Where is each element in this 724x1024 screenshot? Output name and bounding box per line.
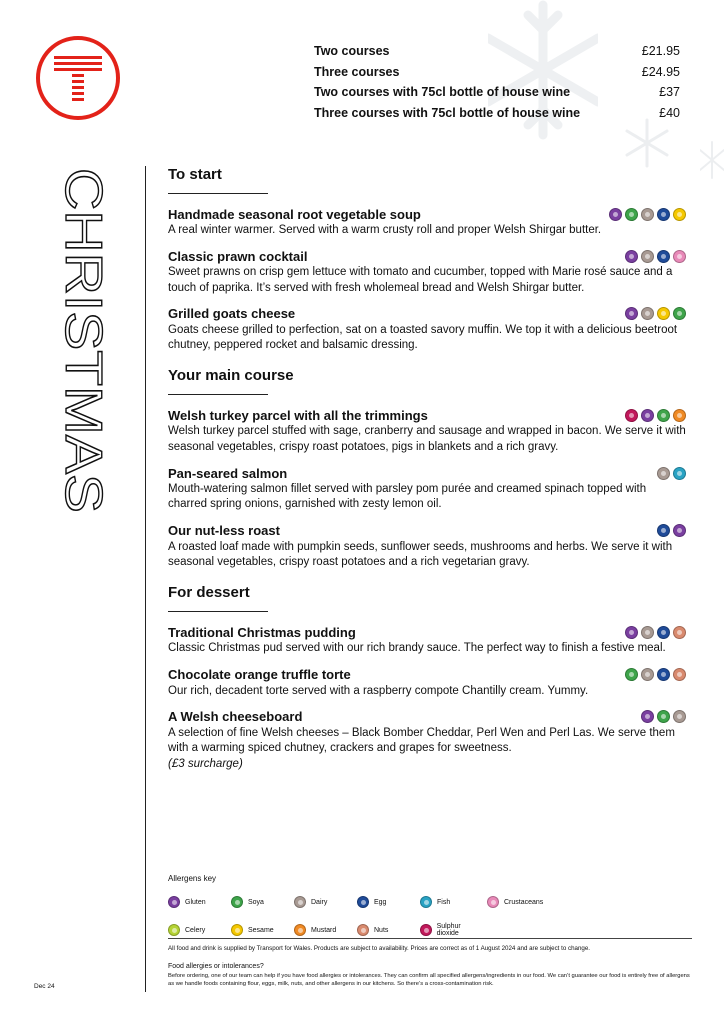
soya-icon bbox=[625, 668, 638, 681]
mustard-icon bbox=[294, 924, 306, 936]
footer-divider bbox=[168, 938, 692, 939]
allergen-key-item bbox=[168, 896, 231, 908]
menu-section bbox=[168, 582, 686, 773]
price-row bbox=[314, 65, 680, 86]
dish-description: Goats cheese grilled to perfection, sat on a toasted savory muffin. We top it with a delicious beetroot chutney, peppered rocket and balsamic dressing. bbox=[168, 323, 678, 352]
sulphur-icon bbox=[625, 409, 638, 422]
price-label: Three courses bbox=[314, 64, 400, 79]
allergen-icons bbox=[625, 626, 686, 639]
menu-item bbox=[168, 247, 686, 296]
menu-item bbox=[168, 623, 686, 656]
sesame-icon bbox=[231, 924, 243, 936]
menu-section bbox=[168, 365, 686, 570]
gluten-icon bbox=[673, 524, 686, 537]
menu-item-header bbox=[168, 522, 686, 540]
egg-icon bbox=[357, 896, 369, 908]
soya-icon bbox=[625, 208, 638, 221]
allergen-icons bbox=[625, 409, 686, 422]
allergy-text: Before ordering, one of our team can help if you have food allergies or intolerances. They can confirm all specified allergens/ingredients in our food. We can’t guarantee our food is entirely free of allergens as we handle foods containing flour, eggs, milk, nuts, and other allergens in our kitchens. So there’s a cross-contamination risk. bbox=[168, 973, 690, 987]
allergen-key-label: Egg bbox=[374, 898, 387, 906]
dish-name: Traditional Christmas pudding bbox=[168, 624, 356, 640]
egg-icon bbox=[657, 668, 670, 681]
soya-icon bbox=[673, 307, 686, 320]
dish-description: Classic Christmas pud served with our rich brandy sauce. The perfect way to finish a festive meal. bbox=[168, 642, 666, 655]
allergen-key-item bbox=[231, 924, 294, 936]
gluten-icon bbox=[625, 250, 638, 263]
gluten-icon bbox=[625, 626, 638, 639]
price-label: Two courses with 75cl bottle of house wine bbox=[314, 85, 571, 99]
sulphur-icon bbox=[420, 924, 432, 936]
allergen-key-item bbox=[294, 924, 357, 936]
menu bbox=[168, 164, 686, 782]
allergen-key-item bbox=[420, 896, 487, 908]
celery-icon bbox=[168, 924, 180, 936]
dish-name: Grilled goats cheese bbox=[168, 306, 296, 322]
menu-item-header bbox=[168, 623, 686, 641]
dairy-icon bbox=[294, 896, 306, 908]
dairy-icon bbox=[641, 626, 654, 639]
dish-name: Pan-seared salmon bbox=[168, 465, 288, 481]
price-row bbox=[314, 85, 680, 106]
menu-item-header bbox=[168, 666, 686, 684]
nuts-icon bbox=[357, 924, 369, 936]
menu-item-header bbox=[168, 708, 686, 726]
allergen-key-item bbox=[294, 896, 357, 908]
supply-note: All food and drink is supplied by Transport for Wales. Products are subject to availability. Prices are correct as of 1 August 2024 and are subject to change. bbox=[168, 945, 591, 952]
dish-name: Chocolate orange truffle torte bbox=[168, 667, 351, 683]
allergen-key-label: Sulphur dioxide bbox=[436, 923, 461, 937]
egg-icon bbox=[657, 250, 670, 263]
egg-icon bbox=[657, 524, 670, 537]
allergen-icons bbox=[625, 307, 686, 320]
section-title: Your main course bbox=[168, 367, 294, 385]
price-value: £21.95 bbox=[641, 44, 680, 58]
allergen-key-label: Sesame bbox=[248, 926, 274, 934]
dish-name: Handmade seasonal root vegetable soup bbox=[168, 206, 421, 222]
menu-item bbox=[168, 522, 686, 571]
allergen-icons bbox=[657, 467, 686, 480]
dish-description: Welsh turkey parcel stuffed with sage, cranberry and sausage and wrapped in bacon. We serve it with seasonal vegetables, crispy roast potatoes, pigs in blankets and a rich gravy. bbox=[168, 425, 686, 453]
allergen-key-label: Celery bbox=[185, 926, 206, 934]
allergen-key-label: Dairy bbox=[311, 898, 328, 906]
date-code: Dec 24 bbox=[34, 983, 55, 990]
dish-description: Mouth-watering salmon fillet served with parsley pom purée and creamed spinach topped with charred spring onions, garnished with zesty lemon oil. bbox=[168, 483, 647, 511]
dish-description: Our rich, decadent torte served with a raspberry compote Chantilly cream. Yummy. bbox=[168, 684, 589, 697]
menu-item bbox=[168, 464, 686, 513]
soya-icon bbox=[657, 409, 670, 422]
allergen-icons bbox=[625, 668, 686, 681]
allergen-key-item bbox=[231, 896, 294, 908]
allergens-key bbox=[168, 874, 688, 947]
allergen-key-label: Fish bbox=[437, 898, 451, 906]
allergen-key-item bbox=[420, 923, 483, 937]
section-underline bbox=[168, 394, 268, 395]
menu-item-header bbox=[168, 205, 686, 223]
egg-icon bbox=[657, 626, 670, 639]
price-value: £24.95 bbox=[641, 64, 680, 79]
gluten-icon bbox=[168, 896, 180, 908]
dairy-icon bbox=[641, 307, 654, 320]
allergen-key-label: Mustard bbox=[311, 926, 337, 934]
soya-icon bbox=[231, 896, 243, 908]
price-row bbox=[314, 106, 680, 127]
crustaceans-icon bbox=[487, 896, 499, 908]
allergen-key-label: Nuts bbox=[374, 926, 389, 934]
section-underline bbox=[168, 611, 268, 612]
sesame-icon bbox=[657, 307, 670, 320]
allergen-key-label: Crustaceans bbox=[504, 898, 544, 906]
surcharge-note: (£3 surcharge) bbox=[168, 758, 243, 771]
dish-name: A Welsh cheeseboard bbox=[168, 709, 303, 725]
vertical-title bbox=[52, 166, 112, 526]
dish-name: Our nut-less roast bbox=[168, 523, 280, 539]
fish-icon bbox=[673, 467, 686, 480]
gluten-icon bbox=[625, 307, 638, 320]
dairy-icon bbox=[657, 467, 670, 480]
egg-icon bbox=[657, 208, 670, 221]
soya-icon bbox=[657, 710, 670, 723]
fish-icon bbox=[420, 896, 432, 908]
gluten-icon bbox=[609, 208, 622, 221]
menu-item bbox=[168, 205, 686, 238]
price-value: £37 bbox=[659, 85, 680, 99]
menu-item bbox=[168, 708, 686, 774]
dish-name: Welsh turkey parcel with all the trimmings bbox=[168, 407, 428, 423]
menu-item-header bbox=[168, 406, 686, 424]
gluten-icon bbox=[641, 710, 654, 723]
dish-description: A roasted loaf made with pumpkin seeds, sunflower seeds, mushrooms and herbs. We serve it with seasonal vegetables, crispy roast potatoes and a rich vegetarian gravy. bbox=[168, 540, 673, 568]
gluten-icon bbox=[641, 409, 654, 422]
allergen-icons bbox=[609, 208, 686, 221]
vertical-divider bbox=[145, 166, 146, 992]
menu-item-header bbox=[168, 464, 686, 482]
dish-name: Classic prawn cocktail bbox=[168, 248, 308, 264]
price-label: Two courses bbox=[314, 44, 390, 58]
price-value: £40 bbox=[659, 105, 680, 120]
allergen-key-item bbox=[357, 896, 420, 908]
dish-description: A real winter warmer. Served with a warm crusty roll and proper Welsh Shirgar butter. bbox=[168, 224, 602, 236]
menu-item bbox=[168, 305, 686, 354]
dairy-icon bbox=[641, 208, 654, 221]
price-list bbox=[314, 44, 680, 126]
menu-item bbox=[168, 666, 686, 699]
dish-description: A selection of fine Welsh cheeses – Black Bomber Cheddar, Perl Wen and Perl Las. We serve them with a warming spiced chutney, crackers and grapes for sweetness. bbox=[168, 726, 675, 755]
sesame-icon bbox=[673, 208, 686, 221]
allergen-key-label: Gluten bbox=[185, 898, 206, 906]
snowflake-icon bbox=[700, 140, 724, 180]
section-underline bbox=[168, 193, 268, 194]
allergen-icons bbox=[625, 250, 686, 263]
nuts-icon bbox=[673, 626, 686, 639]
crustaceans-icon bbox=[673, 250, 686, 263]
section-title: For dessert bbox=[168, 584, 250, 602]
mustard-icon bbox=[673, 409, 686, 422]
allergen-icons bbox=[657, 524, 686, 537]
price-label: Three courses with 75cl bottle of house wine bbox=[314, 105, 581, 120]
allergen-key-item bbox=[357, 924, 420, 936]
allergen-key-item bbox=[168, 924, 231, 936]
allergen-key-item bbox=[487, 896, 550, 908]
menu-section bbox=[168, 164, 686, 353]
menu-item bbox=[168, 406, 686, 455]
allergens-key-row bbox=[168, 891, 688, 913]
allergen-icons bbox=[641, 710, 686, 723]
dairy-icon bbox=[673, 710, 686, 723]
nuts-icon bbox=[673, 668, 686, 681]
dairy-icon bbox=[641, 668, 654, 681]
allergen-key-label: Soya bbox=[248, 898, 264, 906]
transport-for-wales-logo bbox=[34, 34, 122, 122]
dairy-icon bbox=[641, 250, 654, 263]
allergy-heading: Food allergies or intolerances? bbox=[168, 963, 264, 970]
dish-description: Sweet prawns on crisp gem lettuce with tomato and cucumber, topped with Marie rosé sauce and a touch of paprika. It’s served with fresh wholemeal bread and Welsh Shirgar butter. bbox=[168, 266, 673, 294]
menu-item-header bbox=[168, 247, 686, 265]
price-row bbox=[314, 44, 680, 65]
section-title: To start bbox=[168, 166, 222, 183]
allergens-key-title: Allergens key bbox=[168, 874, 217, 883]
menu-item-header bbox=[168, 305, 686, 323]
svg-text:CHRISTMAS: CHRISTMAS bbox=[54, 168, 112, 475]
